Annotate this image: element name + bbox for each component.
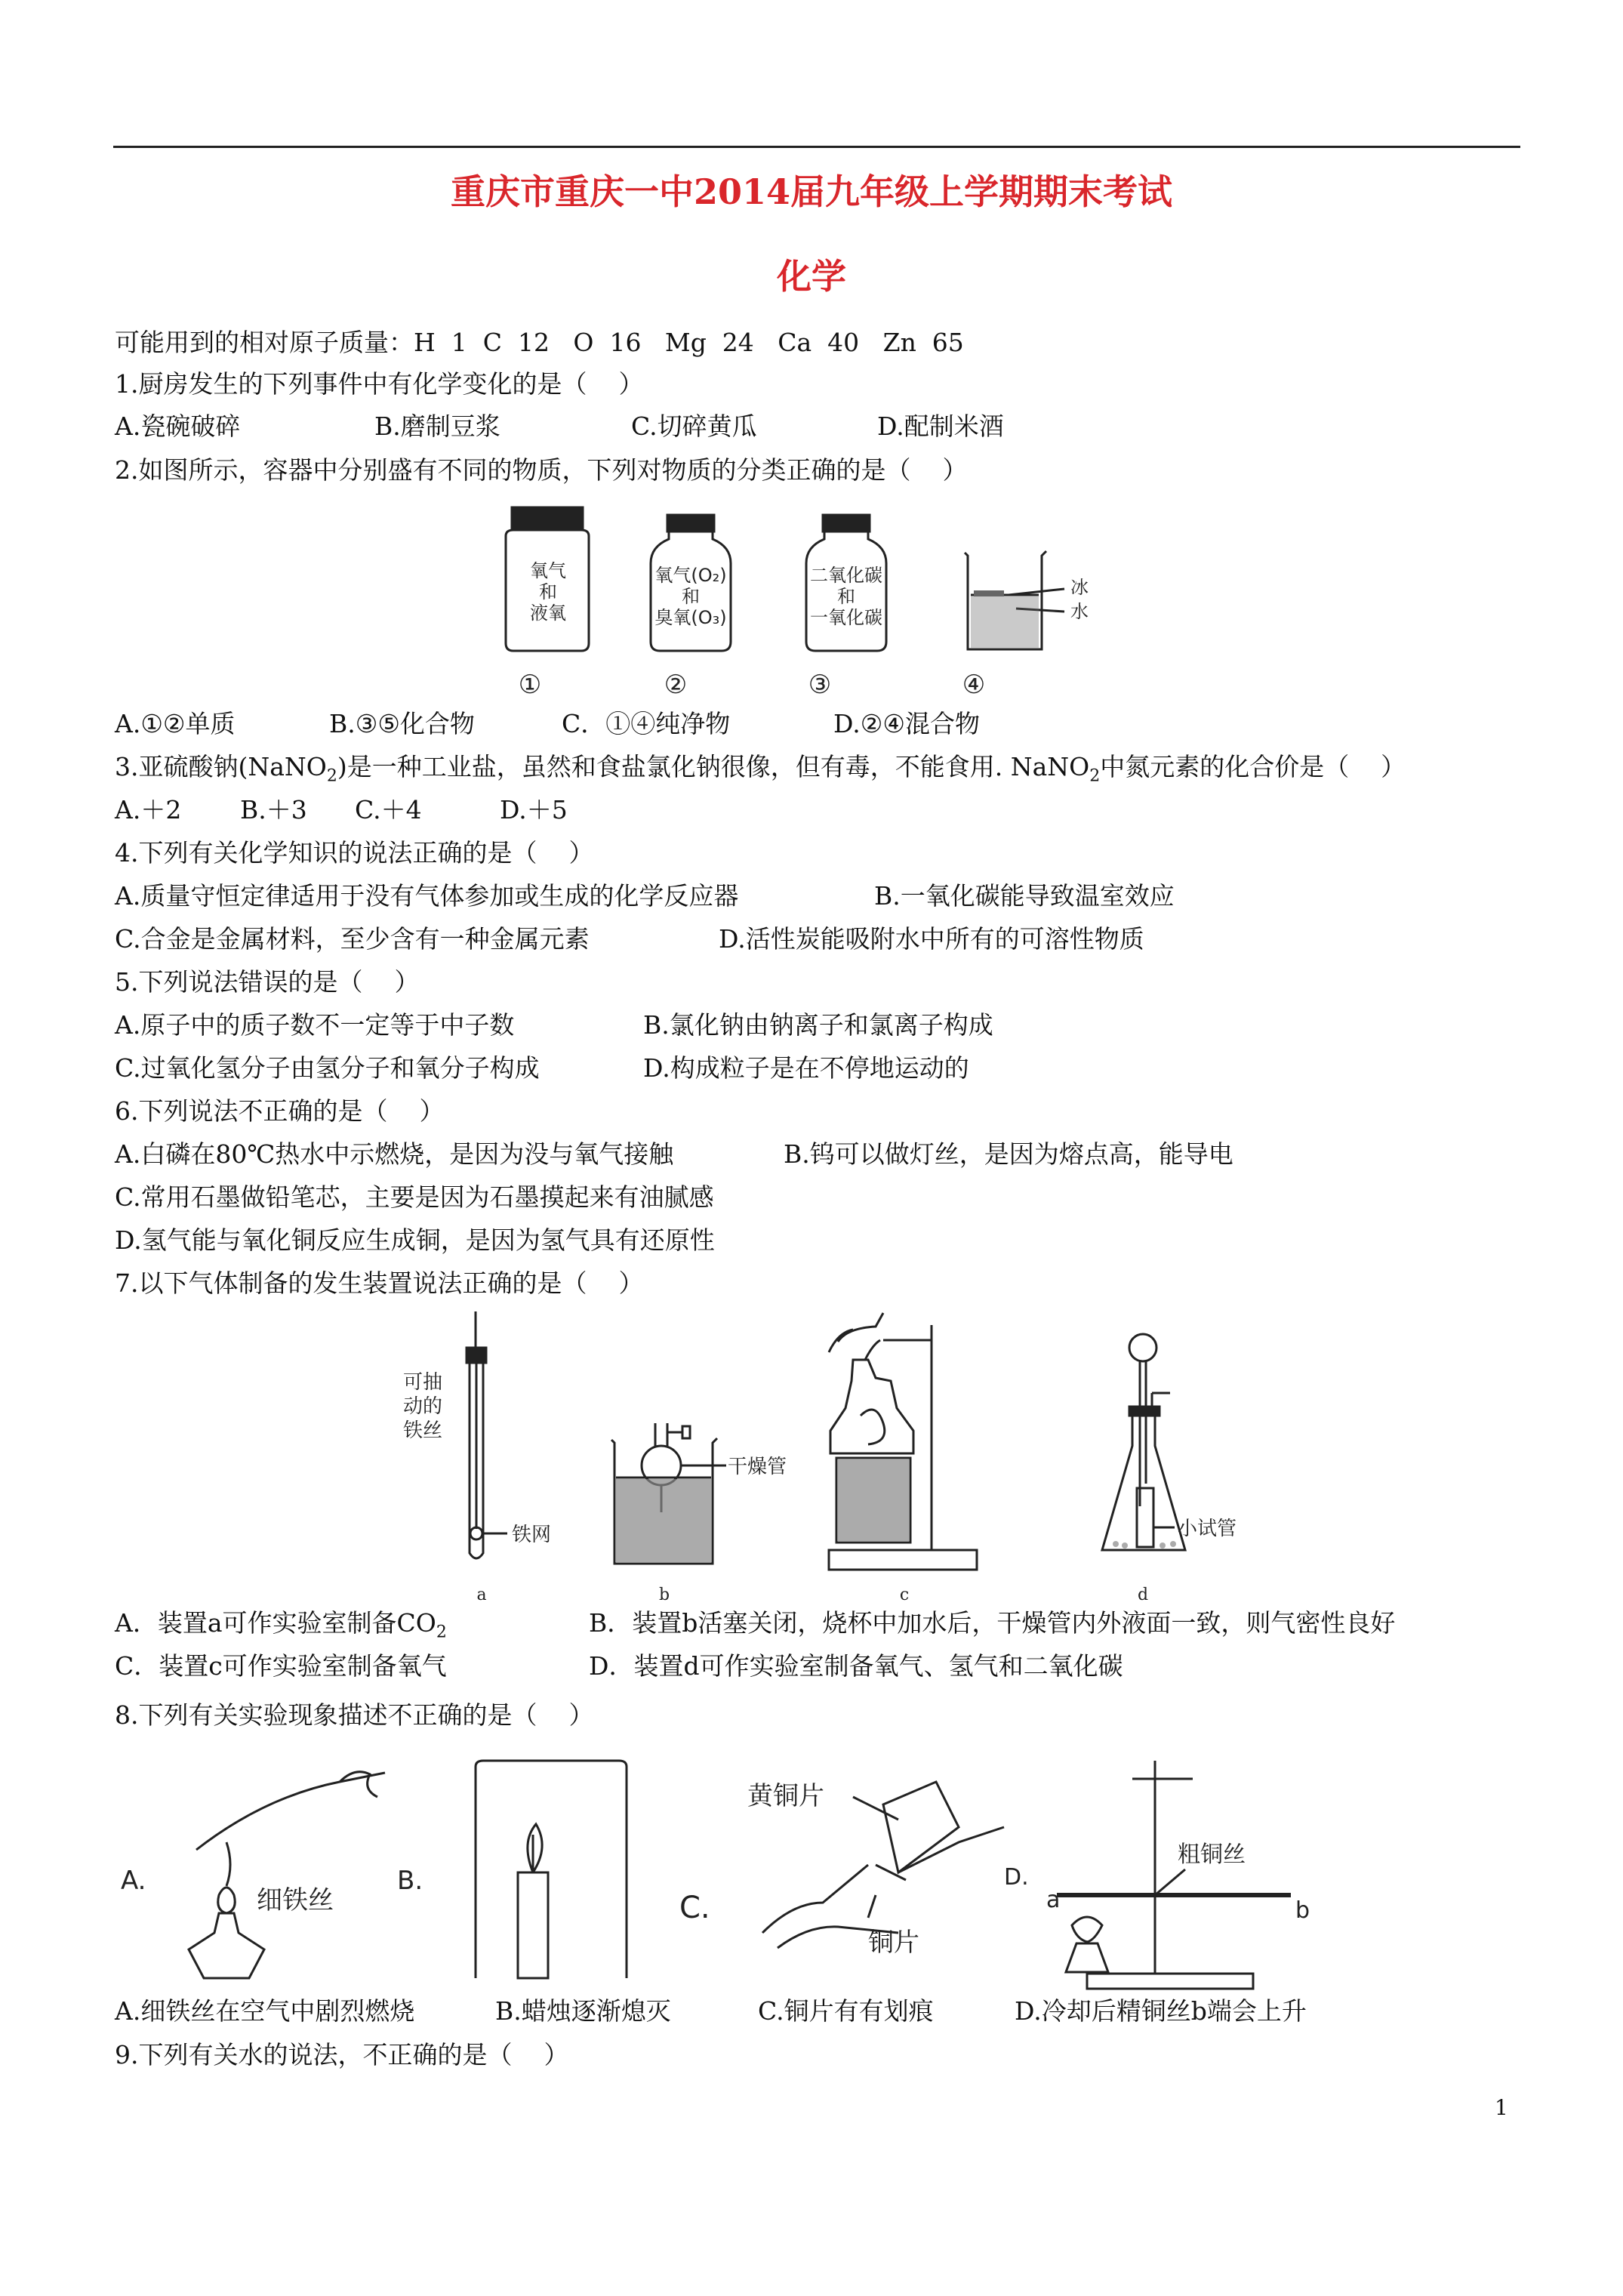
q2-option-a: A.①②单质	[115, 709, 236, 738]
atomic-masses: 可能用到的相对原子质量：H 1 C 12 O 16 Mg 24 Ca 40 Zn 65	[115, 328, 964, 357]
jar3-label-1: 二氧化碳	[810, 565, 882, 586]
q6-option-c: C.常用石墨做铅笔芯，主要是因为石墨摸起来有油腻感	[115, 1182, 714, 1212]
q7-stem: 7.以下气体制备的发生装置说法正确的是（ ）	[115, 1268, 644, 1298]
q4-option-a: A.质量守恒定律适用于没有气体参加或生成的化学反应器	[115, 881, 739, 911]
q8-fig-d-end-b: b	[1295, 1897, 1310, 1924]
q3-option-b: B.＋3	[240, 795, 307, 824]
device-a-label-1: 可抽	[403, 1371, 443, 1394]
q5-option-b: B.氯化钠由钠离子和氯离子构成	[643, 1010, 993, 1040]
q2-containers-figure	[491, 506, 1170, 710]
q1-option-b: B.磨制豆浆	[374, 411, 500, 441]
jar1-label-3: 液氧	[530, 603, 566, 624]
q8-fig-letter-d: D.	[1004, 1864, 1029, 1891]
q2-option-d: D.②④混合物	[833, 709, 980, 738]
jar2-label-3: 臭氧(O₃)	[654, 607, 727, 628]
beaker-label-water: 水	[1070, 601, 1089, 622]
device-d-label: 小试管	[1178, 1518, 1237, 1540]
q5-option-a: A.原子中的质子数不一定等于中子数	[115, 1010, 515, 1040]
device-letter-c: c	[899, 1586, 910, 1604]
jar1-label-1: 氧气	[530, 560, 566, 581]
jar2-label-2: 和	[682, 586, 700, 607]
q3-option-d: D.＋5	[500, 795, 568, 824]
q2-option-c: C．①④纯净物	[562, 709, 731, 738]
page-title: 重庆市重庆一中2014届九年级上学期期末考试	[450, 171, 1173, 212]
q4-stem: 4.下列有关化学知识的说法正确的是（ ）	[115, 838, 594, 868]
q1-option-c: C.切碎黄瓜	[631, 411, 757, 441]
beaker-label-ice: 冰	[1070, 577, 1089, 598]
jar3-label-3: 一氧化碳	[810, 607, 882, 628]
q8-fig-c-label-brass: 黄铜片	[747, 1781, 824, 1811]
q7-option-a-subscript: 2	[436, 1623, 447, 1642]
jar2-label-1: 氧气(O₂)	[654, 565, 727, 586]
q3-subscript-1: 2	[326, 766, 337, 786]
q6-option-b: B.钨可以做灯丝，是因为熔点高，能导电	[784, 1139, 1233, 1169]
device-letter-a: a	[476, 1586, 487, 1604]
q8-option-d: D.冷却后精铜丝b端会上升	[1015, 1996, 1307, 2026]
device-a-label-4: 铁网	[512, 1524, 552, 1546]
q7-option-a	[115, 1607, 447, 1650]
q3-option-a: A.＋2	[115, 795, 182, 824]
q8-fig-letter-a: A.	[121, 1866, 146, 1896]
q3-stem	[115, 750, 1406, 794]
container-number-1: ①	[518, 670, 542, 700]
q3-option-c: C.＋4	[355, 795, 422, 824]
q8-fig-d-label: 粗铜丝	[1178, 1841, 1246, 1868]
q8-stem: 8.下列有关实验现象描述不正确的是（ ）	[115, 1700, 594, 1730]
q2-stem: 2.如图所示，容器中分别盛有不同的物质，下列对物质的分类正确的是（ ）	[115, 455, 968, 485]
jar1-label-2: 和	[539, 581, 557, 603]
q8-option-c: C.铜片有有划痕	[758, 1996, 934, 2026]
q8-fig-a-label: 细铁丝	[257, 1885, 334, 1915]
q1-option-a: A.瓷碗破碎	[115, 411, 241, 441]
q8-fig-c-label-copper: 铜片	[868, 1928, 919, 1958]
q3-subscript-2: 2	[1089, 766, 1101, 786]
q8-fig-letter-b: B.	[397, 1866, 423, 1896]
q6-stem: 6.下列说法不正确的是（ ）	[115, 1096, 445, 1126]
device-letter-d: d	[1137, 1586, 1149, 1604]
q4-option-b: B.一氧化碳能导致温室效应	[874, 881, 1175, 911]
q7-option-a-text: A．装置a可作实验室制备CO	[115, 1608, 436, 1638]
q5-stem: 5.下列说法错误的是（ ）	[115, 967, 420, 997]
device-b-label: 干燥管	[728, 1456, 787, 1478]
q8-experiments-figure	[113, 1752, 1532, 1993]
q3-stem-part-1: 3.亚硫酸钠(NaNO	[115, 752, 327, 781]
q6-option-d: D.氢气能与氧化铜反应生成铜，是因为氢气具有还原性	[115, 1225, 715, 1255]
q7-option-c: C．装置c可作实验室制备氧气	[115, 1651, 447, 1681]
header-rule	[113, 146, 1520, 148]
q9-stem: 9.下列有关水的说法，不正确的是（ ）	[115, 2040, 569, 2069]
q7-apparatus-figure	[385, 1310, 1291, 1604]
container-number-2: ②	[664, 670, 688, 700]
device-a-label-2: 动的	[403, 1395, 443, 1418]
q5-option-d: D.构成粒子是在不停地运动的	[643, 1053, 969, 1083]
q3-stem-part-3: 中氮元素的化合价是（ ）	[1100, 752, 1406, 781]
q3-stem-part-2: )是一种工业盐，虽然和食盐氯化钠很像，但有毒，不能食用. NaNO	[337, 752, 1090, 781]
q1-stem: 1.厨房发生的下列事件中有化学变化的是（ ）	[115, 369, 644, 399]
device-a-label-3: 铁丝	[403, 1419, 443, 1442]
q8-fig-d-end-a: a	[1046, 1887, 1061, 1913]
q1-option-d: D.配制米酒	[877, 411, 1004, 441]
q4-option-d: D.活性炭能吸附水中所有的可溶性物质	[719, 924, 1144, 954]
q6-option-a: A.白磷在80℃热水中示燃烧，是因为没与氧气接触	[115, 1139, 674, 1169]
device-letter-b: b	[658, 1586, 670, 1604]
container-number-3: ③	[808, 670, 832, 700]
q7-option-b: B．装置b活塞关闭，烧杯中加水后，干燥管内外液面一致，则气密性良好	[589, 1608, 1396, 1638]
q5-option-c: C.过氧化氢分子由氢分子和氧分子构成	[115, 1053, 540, 1083]
q7-option-d: D．装置d可作实验室制备氧气、氢气和二氧化碳	[589, 1651, 1123, 1681]
q4-option-c: C.合金是金属材料，至少含有一种金属元素	[115, 924, 590, 954]
page-number: 1	[1495, 2095, 1508, 2120]
q2-option-b: B.③⑤化合物	[329, 709, 475, 738]
q8-option-a: A.细铁丝在空气中剧烈燃烧	[115, 1996, 415, 2026]
jar3-label-2: 和	[837, 586, 855, 607]
container-number-4: ④	[962, 670, 986, 700]
q8-fig-letter-c: C.	[679, 1891, 710, 1925]
q8-option-b: B.蜡烛逐渐熄灭	[495, 1996, 671, 2026]
page-subtitle: 化学	[777, 256, 846, 297]
